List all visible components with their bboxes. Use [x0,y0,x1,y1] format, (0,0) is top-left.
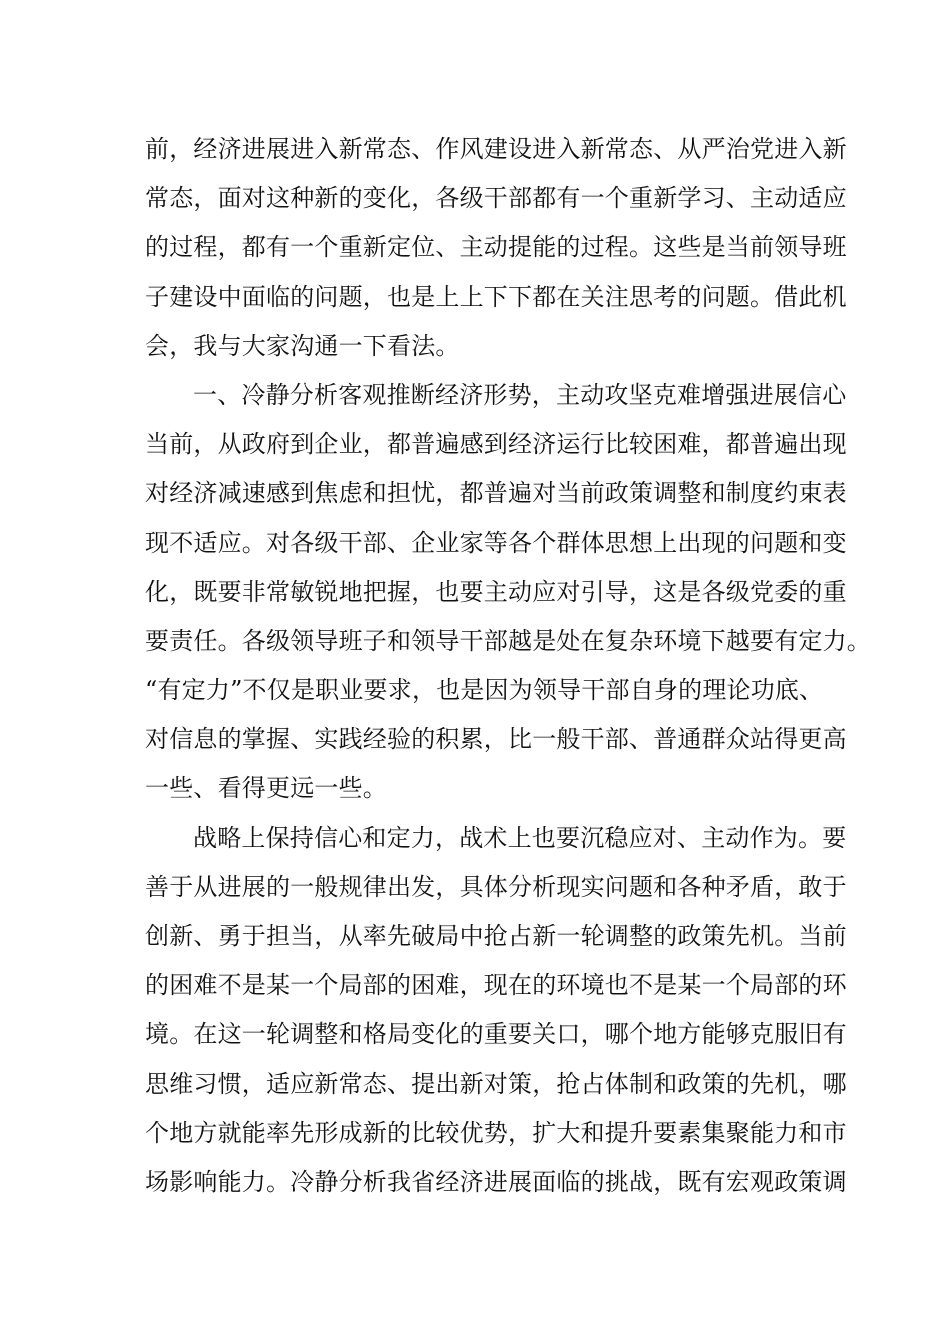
text-line: 的过程，都有一个重新定位、主动提能的过程。这些是当前领导班 [145,233,847,262]
text-line: 思维习惯，适应新常态、提出新对策，抢占体制和政策的先机，哪 [145,1069,847,1098]
text-line: 会，我与大家沟通一下看法。 [145,331,460,360]
text-line: 要责任。各级领导班子和领导干部越是处在复杂环境下越要有定力。 [145,626,871,655]
text-line: 一、冷静分析客观推断经济形势，主动攻坚克难增强进展信心 [193,380,847,409]
text-line: 对信息的掌握、实践经验的积累，比一般干部、普通群众站得更高 [145,725,847,754]
text-line: 个地方就能率先形成新的比较优势，扩大和提升要素集聚能力和市 [145,1118,847,1147]
text-line: 的困难不是某一个局部的困难，现在的环境也不是某一个局部的环 [145,971,847,1000]
text-line: 一些、看得更远一些。 [145,774,387,803]
text-line: 对经济减速感到焦虑和担忧，都普遍对当前政策调整和制度约束表 [145,479,847,508]
text-line: 当前，从政府到企业，都普遍感到经济运行比较困难，都普遍出现 [145,430,847,459]
text-line: 场影响能力。冷静分析我省经济进展面临的挑战，既有宏观政策调 [145,1167,847,1196]
text-line: 常态，面对这种新的变化，各级干部都有一个重新学习、主动适应 [145,184,847,213]
text-line: 境。在这一轮调整和格局变化的重要关口，哪个地方能够克服旧有 [145,1020,847,1049]
text-line: 子建设中面临的问题，也是上上下下都在关注思考的问题。借此机 [145,282,847,311]
text-line: 现不适应。对各级干部、企业家等各个群体思想上出现的问题和变 [145,528,847,557]
text-line: 创新、勇于担当，从率先破局中抢占新一轮调整的政策先机。当前 [145,922,847,950]
text-line: 化，既要非常敏锐地把握，也要主动应对引导，这是各级党委的重 [145,577,847,606]
text-line: 前，经济进展进入新常态、作风建设进入新常态、从严治党进入新 [145,135,847,163]
document-body [145,125,871,1207]
text-line: 善于从进展的一般规律出发，具体分析现实问题和各种矛盾，敢于 [145,872,847,901]
text-line: “有定力”不仅是职业要求，也是因为领导干部自身的理论功底、 [145,676,824,705]
text-line: 战略上保持信心和定力，战术上也要沉稳应对、主动作为。要 [193,823,847,852]
